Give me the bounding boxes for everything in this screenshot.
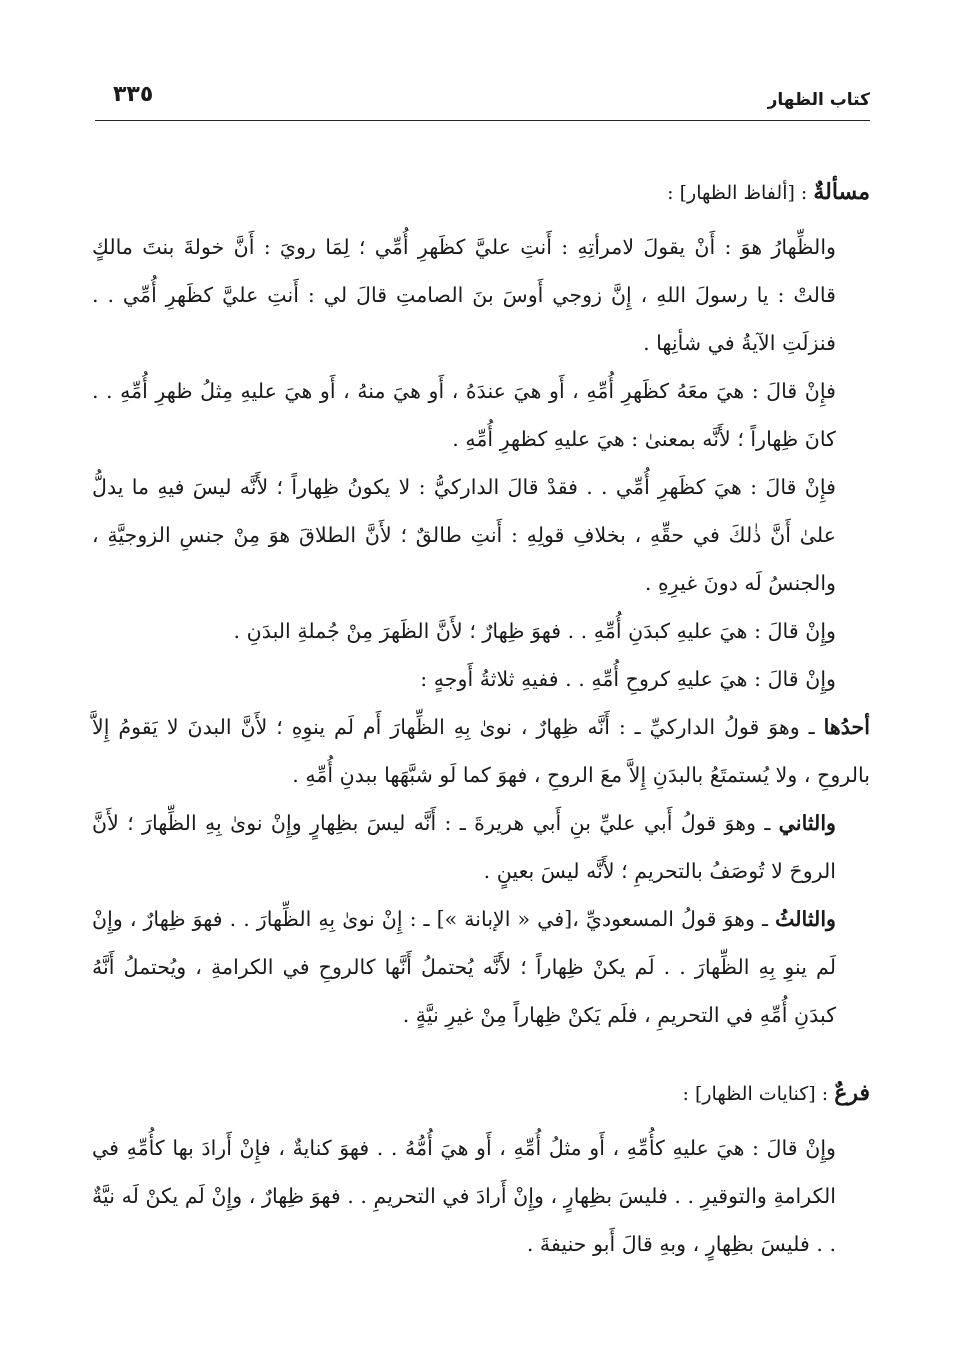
paragraph — [92, 799, 870, 895]
paragraph: والظِّهارُ هوَ : أَنْ يقولَ لامرأتِهِ : أَنتِ عليَّ كظَهرِ أُمِّي ؛ لِمَا رويَ : أَنَّ خولةَ بنتَ مالكٍ قالتْ : يا رسولَ اللهِ ، إِنَّ زوجي أَوسَ بنَ الصامتِ قالَ لي : أَنتِ عليَّ كظَهرِ أُمِّي . . فنزلَتِ الآيةُ في شأنِها . — [92, 235, 836, 355]
paragraph: فإِنْ قالَ : هيَ معَهُ كظَهرِ أُمِّهِ ، أَو هيَ عندَهُ ، أَو هيَ منهُ ، أَو هيَ عليهِ مِثلُ ظهرِ أُمِّهِ . . كانَ ظِهاراً ؛ لأَنَّه بمعنىٰ : هيَ عليهِ كظهرِ أُمِّهِ . — [92, 379, 836, 451]
section-heading-masala — [92, 168, 870, 217]
paragraph: وإِنْ قالَ : هيَ عليهِ كروحِ أُمِّهِ . . ففيهِ ثلاثةُ أَوجهٍ : — [420, 667, 836, 691]
section-heading-far — [92, 1069, 870, 1118]
page-header — [95, 78, 870, 121]
section-subtitle: : [كنايات الظهار] : — [682, 1083, 835, 1105]
paragraph-text: ـ وهوَ قولُ أَبي عليِّ بنِ أَبي هريرةَ ـ : أَنَّه ليسَ بظِهارٍ وإِنْ نوىٰ بِهِ الظِّهارَ ؛ لأَنَّ الروحَ لا تُوصَفُ بالتحريمِ ؛ لأَنَّه ليسَ بعينٍ . — [92, 811, 836, 883]
page-number: ٣٣٥ — [113, 82, 154, 107]
paragraph-keyword: والثالثُ — [775, 907, 836, 931]
paragraph: وإِنْ قالَ : هيَ عليهِ كبدَنِ أُمِّهِ . . فهوَ ظِهارٌ ؛ لأَنَّ الظَهرَ مِنْ جُملةِ البدَنِ . — [233, 619, 836, 643]
paragraph-text: ـ وهوَ قولُ الداركيِّ ـ : أَنَّه ظِهارٌ ، نوىٰ بِهِ الظِّهارَ أَم لَم ينوِهِ ؛ لأَنَّ البدنَ لا يَقومُ إِلاَّ بالروحِ ، ولا يُستمتَعُ بالبدَنِ إِلاَّ معَ الروحِ ، فهوَ كما لَو شبَّهَها ببدنِ أُمِّهِ . — [92, 715, 870, 787]
running-title: كتاب الظهار — [767, 90, 870, 110]
paragraph-keyword: والثاني — [778, 811, 836, 835]
page-body — [92, 168, 870, 1268]
paragraph-keyword: أحدُها — [823, 715, 870, 739]
section-keyword: مسألةٌ — [813, 179, 870, 205]
paragraph — [92, 895, 870, 1039]
paragraph: وإِنْ قالَ : هيَ عليهِ كأُمِّهِ ، أَو مثلُ أُمِّهِ ، أَو هيَ أُمُّهُ . . فهوَ كنايةٌ ، فإِنْ أَرادَ بها كأُمِّهِ في الكرامةِ والتوقيرِ . . فليسَ بظِهارٍ ، وإِنْ أَرادَ في التحريمِ . . فهوَ ظِهارٌ ، وإِنْ لَم يكنْ لَه نيَّةٌ . . فليسَ بظِهارٍ ، وبهِ قالَ أَبو حنيفةَ . — [92, 1136, 836, 1256]
paragraph — [92, 703, 870, 799]
section-subtitle: : [ألفاظ الظهار] : — [667, 182, 814, 204]
section-spacer — [92, 1039, 870, 1069]
section-keyword: فرعٌ — [834, 1080, 870, 1106]
paragraph: فإِنْ قالَ : هيَ كظَهرِ أُمِّي . . فقدْ قالَ الداركيُّ : لا يكونُ ظِهاراً ؛ لأَنَّه ليسَ فيهِ ما يدلُّ علىٰ أَنَّ ذٰلكَ في حقِّهِ ، بخلافِ قولِهِ : أَنتِ طالقٌ ؛ لأَنَّ الطلاقَ هوَ مِنْ جنسِ الزوجيَّةِ ، والجنسُ لَه دونَ غيرِهِ . — [92, 475, 836, 595]
paragraph-text: ـ وهوَ قولُ المسعوديِّ ،[في « الإبانة »] ـ : إِنْ نوىٰ بِهِ الظِّهارَ . . فهوَ ظِهارٌ ، وإِنْ لَم ينوِ بِهِ الظِّهارَ . . لَم يكنْ ظِهاراً ؛ لأَنَّه يُحتملُ أَنَّها كالروحِ في الكرامةِ ، ويُحتملُ أَنَّهُ كبدَنِ أُمِّهِ في التحريمِ ، فلَم يَكنْ ظِهاراً مِنْ غيرِ نيَّةٍ . — [92, 907, 836, 1027]
